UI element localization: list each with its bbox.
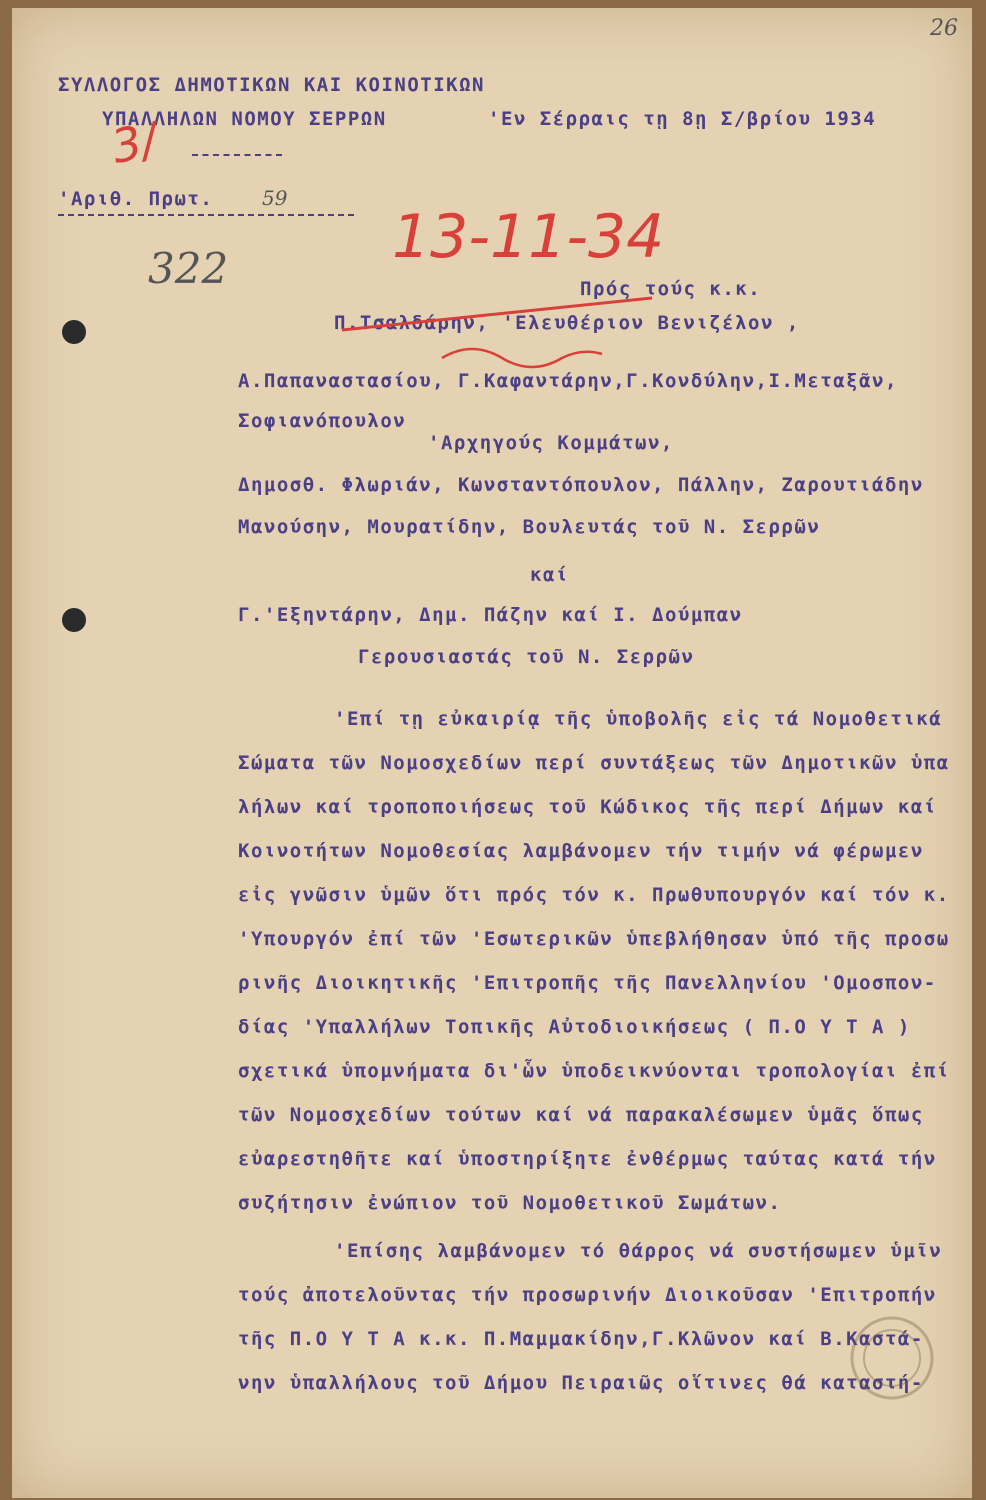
addressee-line-4: 'Αρχηγούς Κομμάτων, [428, 432, 674, 454]
body-line-2: Σώματα τῶν Νομοσχεδίων περί συντάξεως τῶν Δημοτικῶν ὑπα [238, 752, 950, 774]
body-line-4: Κοινοτήτων Νομοθεσίας λαμβάνομεν τήν τιμήν νά φέρωμεν [238, 840, 924, 862]
addressee-line-1: Π.Τσαλδάρην, 'Ελευθέριον Βενιζέλον , [334, 312, 800, 334]
protocol-number: 59 [262, 186, 288, 210]
body-line-3: λήλων καί τροποποιήσεως τοῦ Κώδικος τῆς περί Δήμων καί [238, 796, 937, 818]
body-line-13: 'Επίσης λαμβάνομεν τό θάρρος νά συστήσωμεν ὑμῖν [334, 1240, 943, 1262]
addressee-intro: Πρός τούς κ.κ. [580, 278, 762, 300]
punch-hole-top [62, 320, 86, 344]
association-name-line1: ΣΥΛΛΟΓΟΣ ΔΗΜΟΤΙΚΩΝ ΚΑΙ ΚΟΙΝΟΤΙΚΩΝ [58, 74, 485, 96]
addressee-line-2: Α.Παπαναστασίου, Γ.Καφαντάρην,Γ.Κονδύλην,Ι.Μεταξᾶν, [238, 370, 898, 392]
letter-page [12, 8, 972, 1498]
pencil-number: 322 [148, 244, 229, 293]
addressee-line-5: Δημοσθ. Φλωριάν, Κωνσταντόπουλον, Πάλλην, Ζαρουτιάδην [238, 474, 924, 496]
body-line-10: τῶν Νομοσχεδίων τούτων καί νά παρακαλέσωμεν ὑμᾶς ὅπως [238, 1104, 924, 1126]
addressee-line-7: καί [530, 564, 569, 586]
place-date: 'Εν Σέρραις τῃ 8ῃ Σ/βρίου 1934 [488, 108, 877, 130]
ink-marks-layer [12, 8, 972, 1498]
body-line-11: εὐαρεστηθῆτε καί ὑποστηρίξητε ἐνθέρμως ταύτας κατά τήν [238, 1148, 937, 1170]
body-line-5: εἰς γνῶσιν ὑμῶν ὅτι πρός τόν κ. Πρωθυπουργόν καί τόν κ. [238, 884, 950, 906]
addressee-line-9: Γερουσιαστάς τοῦ Ν. Σερρῶν [358, 646, 695, 668]
protocol-label: 'Αριθ. Πρωτ. [58, 188, 214, 210]
body-line-9: σχετικά ὑπομνήματα δι'ὧν ὑποδεικνύονται τροπολογίαι ἐπί [238, 1060, 950, 1082]
body-line-14: τούς ἀποτελοῦντας τήν προσωρινήν Διοικοῦσαν 'Επιτροπήν [238, 1284, 937, 1306]
addressee-line-6: Μανούσην, Μουρατίδην, Βουλευτάς τοῦ Ν. Σερρῶν [238, 516, 821, 538]
red-strike-line [342, 298, 652, 330]
body-line-7: ρινῆς Διοικητικῆς 'Επιτροπῆς τῆς Πανελληνίου 'Ομοσπον- [238, 972, 937, 994]
punch-hole-bottom [62, 608, 86, 632]
red-scribble-mark [442, 349, 602, 367]
addressee-line-8: Γ.'Εξηντάρην, Δημ. Πάζην καί Ι. Δούμπαν [238, 604, 743, 626]
body-line-15: τῆς Π.Ο Υ Τ Α κ.κ. Π.Μαμμακίδην,Γ.Κλῶνον καί Β.Καστά- [238, 1328, 924, 1350]
body-line-12: συζήτησιν ἐνώπιον τοῦ Νομοθετικοῦ Σωμάτων. [238, 1192, 782, 1214]
body-line-8: δίας 'Υπαλλήλων Τοπικῆς Αὐτοδιοικήσεως ( Π.Ο Υ Τ Α ) [238, 1016, 911, 1038]
red-handwritten-mark: 3/ [106, 111, 162, 175]
body-line-1: 'Επί τῃ εὐκαιρίᾳ τῆς ὑποβολῆς εἰς τά Νομοθετικά [334, 708, 943, 730]
page-number: 26 [930, 16, 958, 41]
body-line-6: 'Υπουργόν ἐπί τῶν 'Εσωτερικῶν ὑπεβλήθησαν ὑπό τῆς προσω [238, 928, 950, 950]
archive-stamp-icon [852, 1318, 932, 1398]
red-handwritten-date: 13-11-34 [392, 202, 665, 272]
association-name-line2: ΥΠΑΛΛΗΛΩΝ ΝΟΜΟΥ ΣΕΡΡΩΝ [102, 108, 387, 130]
addressee-line-3: Σοφιανόπουλον [238, 410, 407, 432]
body-line-16: νην ὑπαλλήλους τοῦ Δήμου Πειραιῶς οἵτινες θά καταστή- [238, 1372, 924, 1394]
